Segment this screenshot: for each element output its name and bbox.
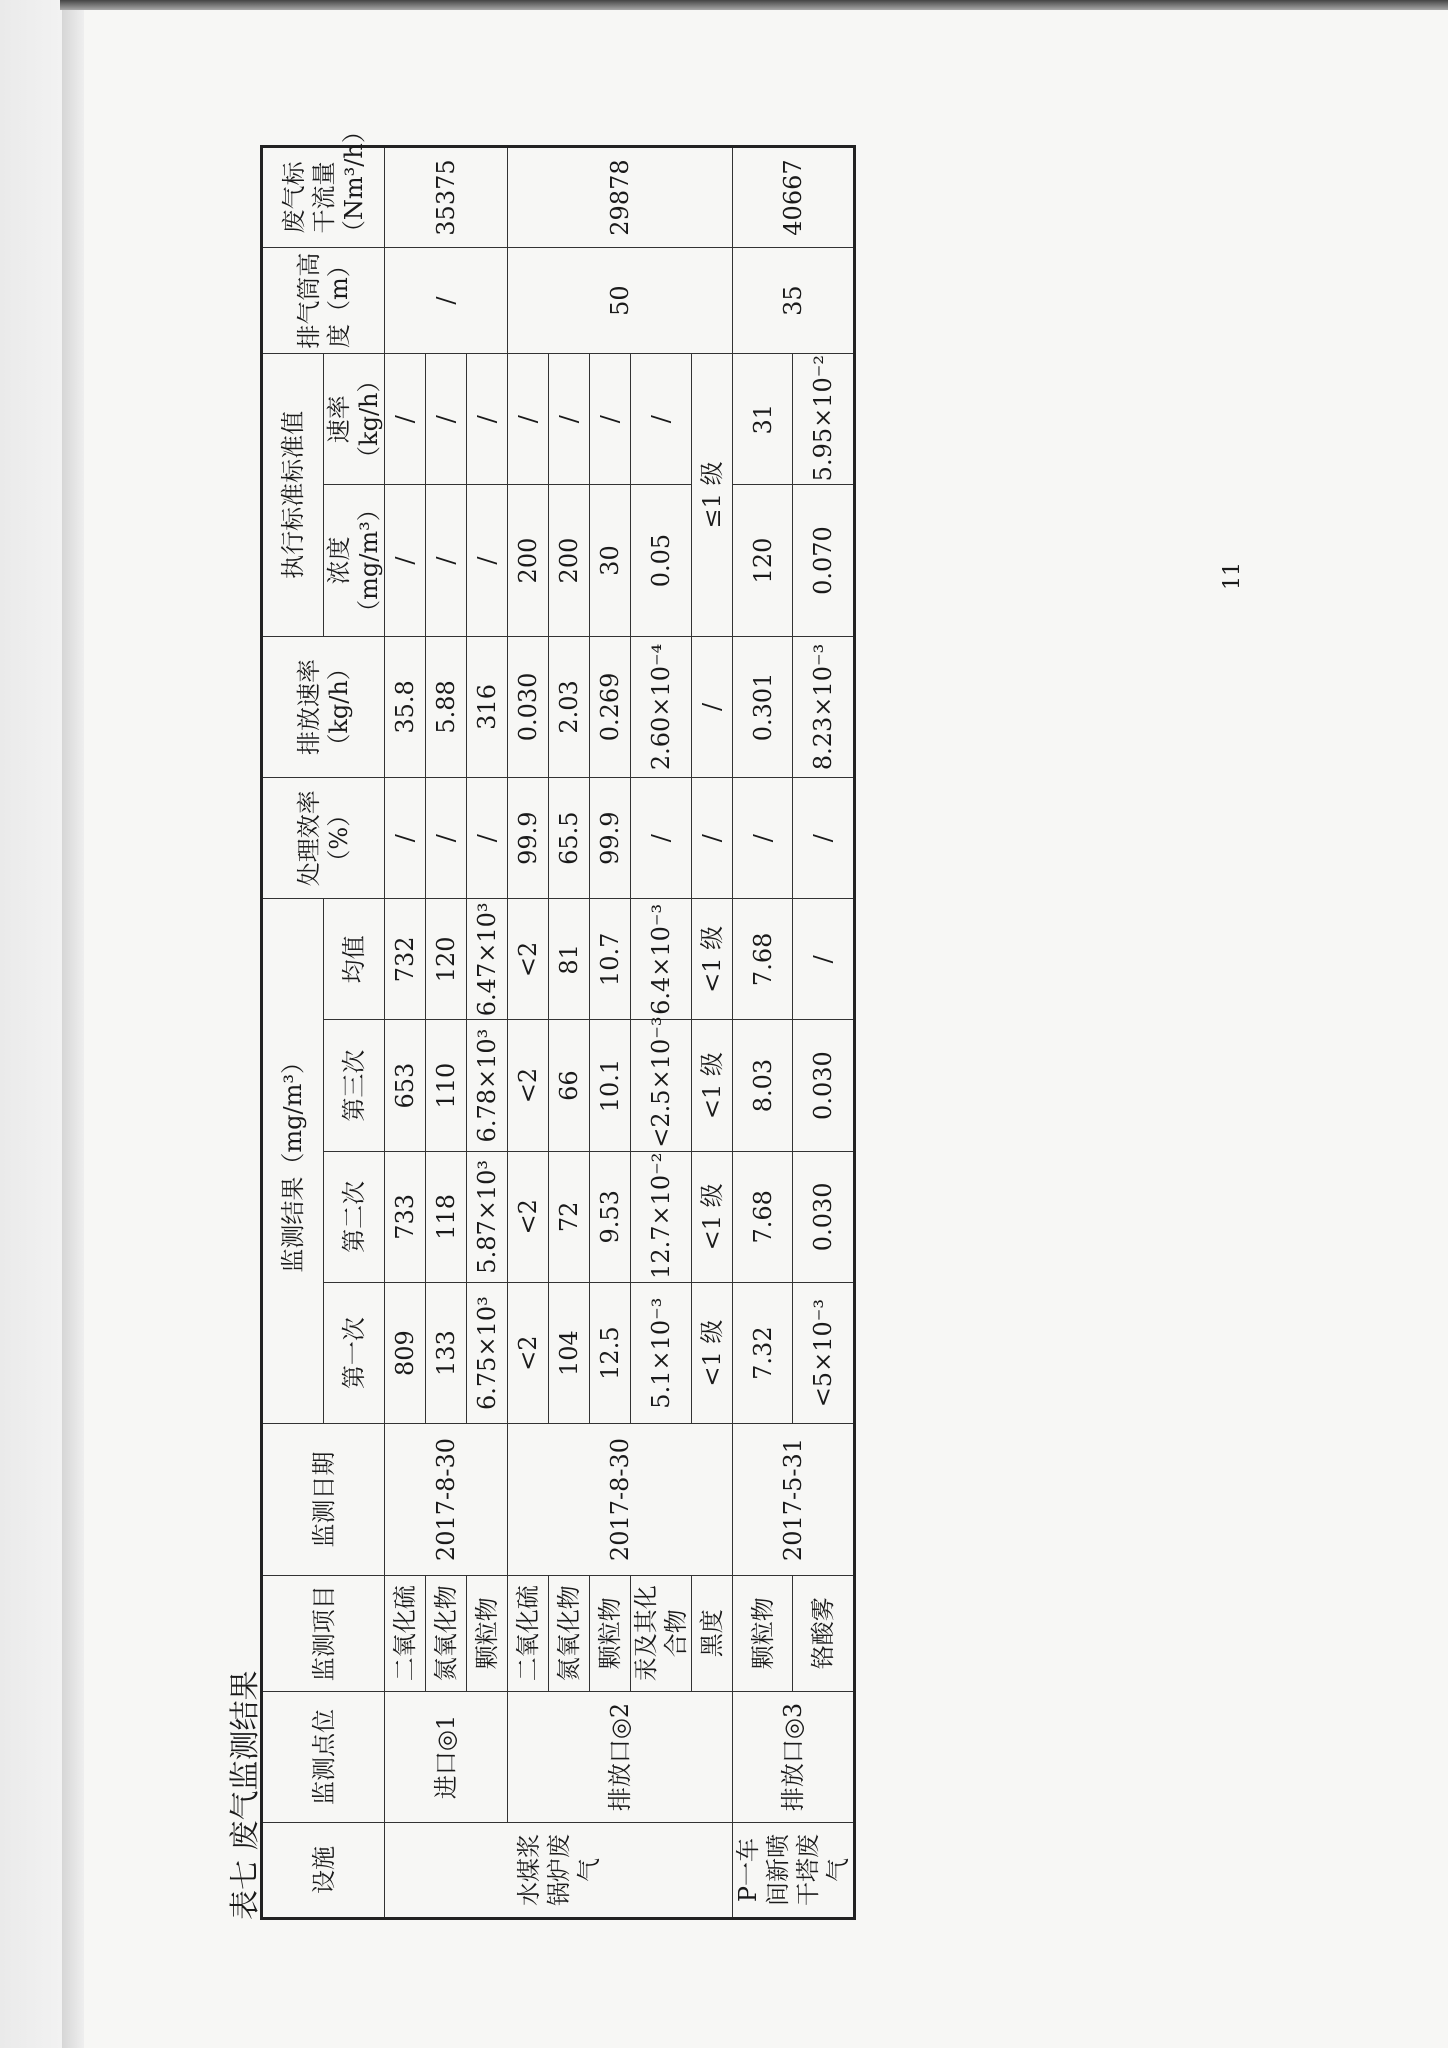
value-emission-rate: 316 (467, 636, 508, 777)
value-second: 12.7×10⁻² (631, 1151, 692, 1282)
value-first: 6.75×10³ (467, 1282, 508, 1423)
value-efficiency: / (631, 778, 692, 899)
value-first: 7.32 (733, 1282, 793, 1423)
value-mean: 7.68 (733, 899, 793, 1020)
value-emission-rate: / (692, 636, 733, 777)
value-first: 809 (385, 1282, 426, 1423)
date-group-3: 2017-5-31 (733, 1424, 855, 1575)
value-efficiency: 99.9 (590, 778, 631, 899)
value-emission-rate: 2.60×10⁻⁴ (631, 636, 692, 777)
value-mean: <1 级 (692, 899, 733, 1020)
item-cell: 颗粒物 (733, 1575, 793, 1691)
value-std-concentration: 0.05 (631, 485, 692, 636)
date-group-2: 2017-8-30 (508, 1424, 733, 1575)
item-cell: 二氧化硫 (385, 1575, 426, 1691)
value-std-concentration: 200 (508, 485, 549, 636)
value-mean: 10.7 (590, 899, 631, 1020)
value-std-rate: / (590, 354, 631, 485)
value-std-rate: 31 (733, 354, 793, 485)
table-row (631, 147, 692, 1919)
header-point: 监测点位 (262, 1691, 385, 1822)
binding-gutter-shadow (62, 0, 84, 2048)
value-std-rate: / (631, 354, 692, 485)
header-facility: 设施 (262, 1823, 385, 1919)
value-first: 5.1×10⁻³ (631, 1282, 692, 1423)
value-efficiency: / (385, 778, 426, 899)
value-emission-rate: 2.03 (549, 636, 590, 777)
value-second: 0.030 (793, 1151, 855, 1282)
value-second: <1 级 (692, 1151, 733, 1282)
value-emission-rate: 0.301 (733, 636, 793, 777)
item-cell: 黑度 (692, 1575, 733, 1691)
item-cell: 氮氧化物 (426, 1575, 467, 1691)
table-row (385, 147, 426, 1919)
table-row (793, 147, 855, 1919)
stack-height-group-2: 50 (508, 248, 733, 354)
header-first: 第一次 (324, 1282, 385, 1423)
value-first: 104 (549, 1282, 590, 1423)
value-second: <2 (508, 1151, 549, 1282)
item-cell: 二氧化硫 (508, 1575, 549, 1691)
value-mean: 6.4×10⁻³ (631, 899, 692, 1020)
point-inlet-1: 进口◎1 (385, 1691, 508, 1822)
point-outlet-3: 排放口◎3 (733, 1691, 855, 1822)
item-cell: 颗粒物 (590, 1575, 631, 1691)
value-std-rate: 5.95×10⁻² (793, 354, 855, 485)
header-results-group: 监测结果（mg/m³） (262, 899, 324, 1424)
item-cell: 铬酸雾 (793, 1575, 855, 1691)
flow-group-3: 40667 (733, 147, 855, 248)
header-standard-group: 执行标准标准值 (262, 354, 324, 637)
value-second: 118 (426, 1151, 467, 1282)
table-row (426, 147, 467, 1919)
header-std-rate: 速率（kg/h） (324, 354, 385, 485)
page-left-margin (0, 0, 62, 2048)
value-second: 72 (549, 1151, 590, 1282)
value-third: <2 (508, 1020, 549, 1151)
value-third: 66 (549, 1020, 590, 1151)
header-stack-height: 排气筒高度（m） (262, 248, 385, 354)
value-emission-rate: 8.23×10⁻³ (793, 636, 855, 777)
value-efficiency: 65.5 (549, 778, 590, 899)
value-third: 653 (385, 1020, 426, 1151)
value-mean: 6.47×10³ (467, 899, 508, 1020)
value-third: 0.030 (793, 1020, 855, 1151)
value-efficiency: / (793, 778, 855, 899)
value-std-rate: / (549, 354, 590, 485)
header-item: 监测项目 (262, 1575, 385, 1691)
value-second: 7.68 (733, 1151, 793, 1282)
value-efficiency: / (467, 778, 508, 899)
header-emission-rate: 排放速率（kg/h） (262, 636, 385, 777)
value-std-rate: / (467, 354, 508, 485)
flow-group-2: 29878 (508, 147, 733, 248)
value-third: 8.03 (733, 1020, 793, 1151)
value-third: 6.78×10³ (467, 1020, 508, 1151)
scan-top-edge (60, 0, 1448, 10)
header-efficiency: 处理效率（%） (262, 778, 385, 899)
value-first: <2 (508, 1282, 549, 1423)
value-third: 10.1 (590, 1020, 631, 1151)
value-efficiency: / (692, 778, 733, 899)
value-third: <2.5×10⁻³ (631, 1020, 692, 1151)
value-first: 12.5 (590, 1282, 631, 1423)
value-std-concentration: 30 (590, 485, 631, 636)
value-first: <1 级 (692, 1282, 733, 1423)
value-first: 133 (426, 1282, 467, 1423)
table-row (692, 147, 733, 1919)
table-row (508, 147, 549, 1919)
table-row (467, 147, 508, 1919)
value-emission-rate: 0.030 (508, 636, 549, 777)
item-cell: 氮氧化物 (549, 1575, 590, 1691)
value-std-concentration: 200 (549, 485, 590, 636)
header-flow: 废气标干流量（Nm³/h） (262, 147, 385, 248)
page-number: 11 (1220, 562, 1245, 590)
value-efficiency: / (426, 778, 467, 899)
value-std-concentration: / (385, 485, 426, 636)
value-std-merged: ≤1 级 (692, 354, 733, 637)
value-second: 5.87×10³ (467, 1151, 508, 1282)
value-efficiency: 99.9 (508, 778, 549, 899)
header-third: 第三次 (324, 1020, 385, 1151)
table-caption: 表七 废气监测结果 (228, 1670, 263, 1920)
value-third: 110 (426, 1020, 467, 1151)
value-std-rate: / (385, 354, 426, 485)
header-std-concentration: 浓度（mg/m³） (324, 485, 385, 636)
item-cell: 颗粒物 (467, 1575, 508, 1691)
header-date: 监测日期 (262, 1424, 385, 1575)
value-mean: <2 (508, 899, 549, 1020)
facility-spray-tower: P一车间新喷干塔废气 (733, 1823, 855, 1919)
value-second: 733 (385, 1151, 426, 1282)
value-mean: 732 (385, 899, 426, 1020)
rotated-page-content (220, 115, 1245, 1935)
value-std-rate: / (508, 354, 549, 485)
flow-group-1: 35375 (385, 147, 508, 248)
value-mean: 81 (549, 899, 590, 1020)
value-second: 9.53 (590, 1151, 631, 1282)
value-mean: 120 (426, 899, 467, 1020)
value-emission-rate: 5.88 (426, 636, 467, 777)
value-emission-rate: 0.269 (590, 636, 631, 777)
value-std-concentration: / (426, 485, 467, 636)
emission-monitoring-table (260, 119, 856, 1920)
value-std-concentration: 0.070 (793, 485, 855, 636)
table-row (733, 147, 793, 1919)
facility-boiler: 水煤浆锅炉废气 (385, 1823, 733, 1919)
value-third: <1 级 (692, 1020, 733, 1151)
value-first: <5×10⁻³ (793, 1282, 855, 1423)
header-mean: 均值 (324, 899, 385, 1020)
date-group-1: 2017-8-30 (385, 1424, 508, 1575)
stack-height-group-1: / (385, 248, 508, 354)
value-std-concentration: 120 (733, 485, 793, 636)
value-emission-rate: 35.8 (385, 636, 426, 777)
value-std-concentration: / (467, 485, 508, 636)
item-cell: 汞及其化合物 (631, 1575, 692, 1691)
value-efficiency: / (733, 778, 793, 899)
header-row-1 (262, 147, 324, 1919)
header-second: 第二次 (324, 1151, 385, 1282)
table-row (549, 147, 590, 1919)
point-outlet-2: 排放口◎2 (508, 1691, 733, 1822)
value-mean: / (793, 899, 855, 1020)
value-std-rate: / (426, 354, 467, 485)
stack-height-group-3: 35 (733, 248, 855, 354)
table-row (590, 147, 631, 1919)
